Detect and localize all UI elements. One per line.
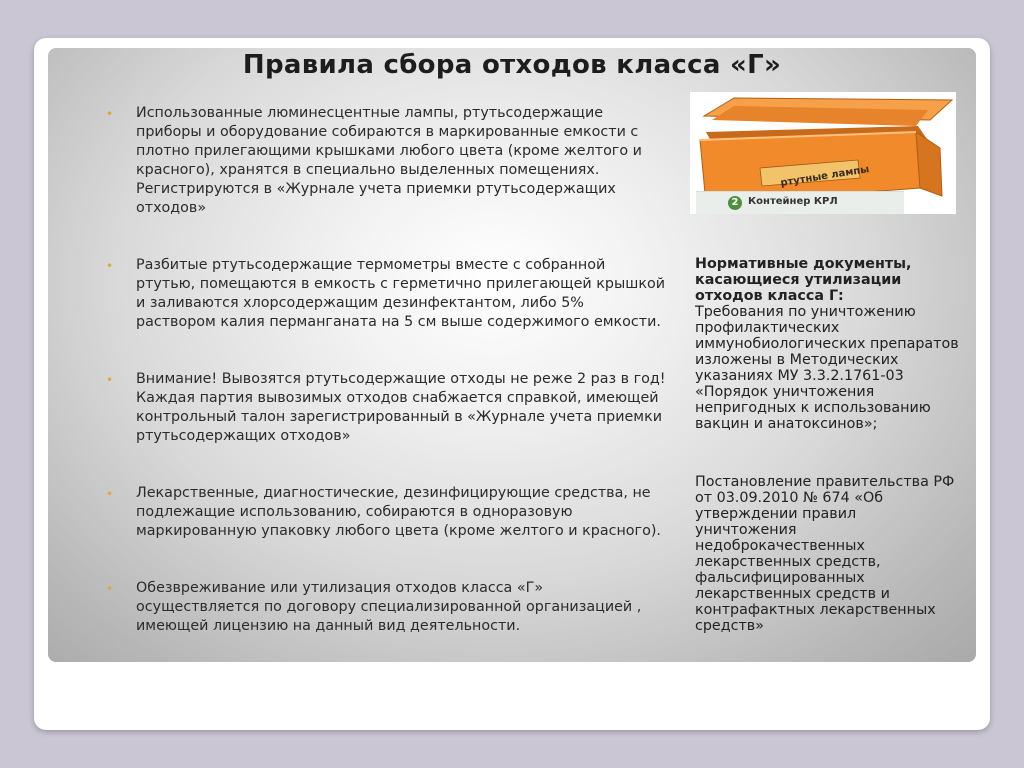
slide-title: Правила сбора отходов класса «Г»: [242, 50, 782, 80]
side-heading: Нормативные документы, касающиеся утилизации отходов класса Г:: [695, 256, 912, 304]
box-label: ртутные лампы: [779, 164, 870, 189]
container-photo: [690, 92, 956, 214]
side-paragraph-1: Требования по уничтожению профилактических иммунобиологических препаратов изложены в Методических указаниях МУ 3.3.2.1761-03 «Порядок уничтожения непригодных к использованию вакцин и анатоксинов»;: [695, 304, 959, 432]
side-paragraph-2: Постановление правительства РФ от 03.09.2010 № 674 «Об утверждении правил уничтожения недоброкачественных лекарственных средств, фальсифицированных лекарственных средств и контрафактных лекарственных средств»: [695, 474, 955, 634]
bullet-text: Использованные люминесцентные лампы, ртутьсодержащие приборы и оборудование собираются в маркированные емкости с плотно прилегающими крышками любого цвета (кроме желтого и красного), хранятся в специально выделенных помещениях. Регистрируются в «Журнале учета приемки ртутьсодержащих отходов»: [136, 105, 642, 216]
bullet-dot-icon: •: [106, 373, 114, 387]
bullet-text: Разбитые ртутьсодержащие термометры вместе с собранной ртутью, помещаются в емкость с герметично прилегающей крышкой и заливаются хлорсодержащим дезинфектантом, либо 5% раствором калия перманганата на 5 см выше содержимого емкости.: [136, 257, 665, 330]
bullet-dot-icon: •: [106, 259, 114, 273]
image-caption: [696, 191, 904, 214]
bullet-list: [106, 104, 666, 636]
slide: [48, 48, 976, 662]
bullet-text: Обезвреживание или утилизация отходов класса «Г» осуществляется по договору специализированной организацией , имеющей лицензию на данный вид деятельности.: [136, 580, 642, 634]
bullet-item: [106, 256, 666, 332]
caption-text: Контейнер КРЛ: [748, 196, 838, 207]
bullet-item: [106, 104, 666, 218]
regulatory-documents: [695, 256, 961, 634]
caption-number-badge: 2: [728, 196, 742, 210]
bullet-text: Лекарственные, диагностические, дезинфицирующие средства, не подлежащие использованию, собираются в одноразовую маркированную упаковку любого цвета (кроме желтого и красного).: [136, 485, 661, 539]
bullet-dot-icon: •: [106, 487, 114, 501]
bullet-dot-icon: •: [106, 582, 114, 596]
bullet-text: Внимание! Вывозятся ртутьсодержащие отходы не реже 2 раз в год! Каждая партия вывозимых отходов снабжается справкой, имеющей контрольный талон зарегистрированный в «Журнале учета приемки ртутьсодержащих отходов»: [136, 371, 666, 444]
bullet-dot-icon: •: [106, 107, 114, 121]
bullet-item: [106, 370, 666, 446]
bullet-item: [106, 484, 666, 541]
bullet-item: [106, 579, 666, 636]
